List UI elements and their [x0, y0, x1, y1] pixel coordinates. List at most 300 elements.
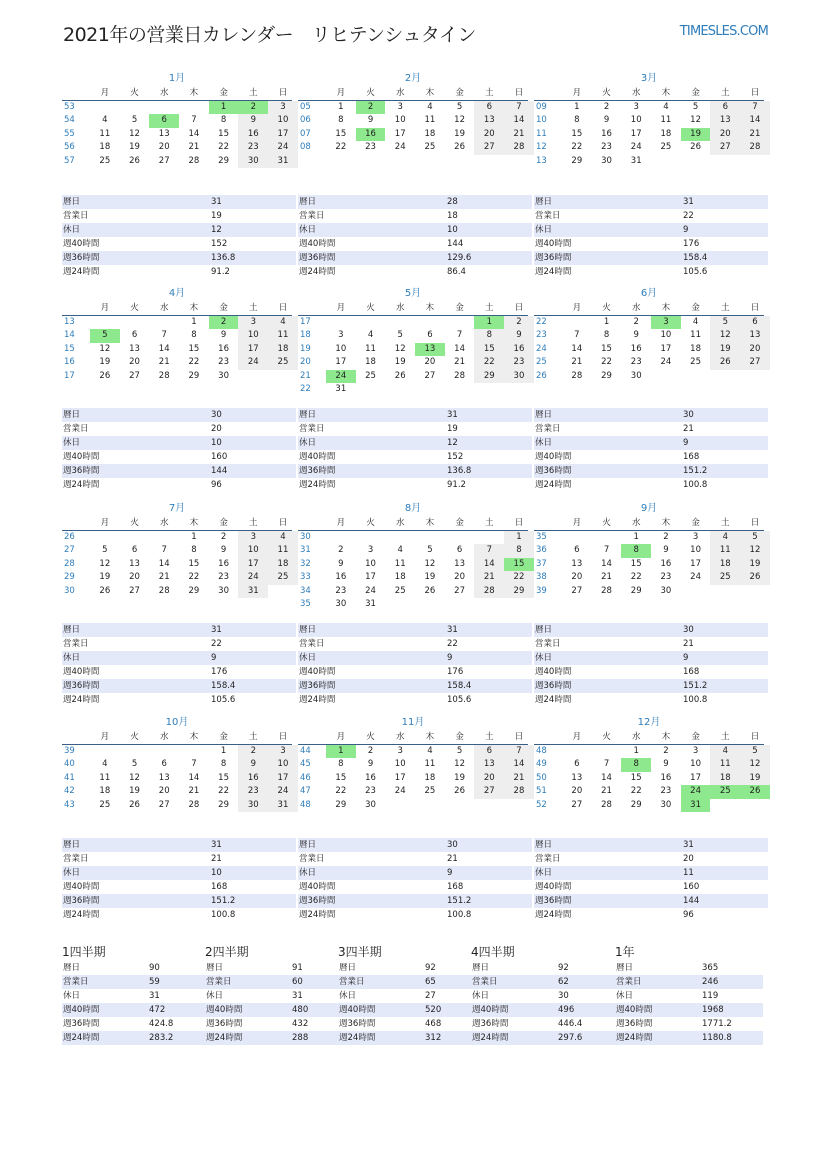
day-cell[interactable]: 12 [129, 772, 140, 783]
day-cell[interactable]: 9 [338, 558, 344, 569]
day-cell[interactable]: 30 [630, 370, 642, 381]
day-cell[interactable]: 4 [427, 102, 433, 112]
day-cell[interactable]: 6 [474, 745, 504, 758]
day-cell[interactable]: 6 [161, 759, 167, 770]
day-cell[interactable]: 12 [99, 558, 111, 569]
day-cell[interactable]: 30 [335, 598, 347, 609]
day-cell[interactable]: 29 [218, 799, 229, 810]
day-cell[interactable]: 1 [326, 745, 356, 758]
day-cell[interactable]: 25 [424, 142, 436, 153]
day-cell[interactable]: 26 [454, 786, 465, 797]
day-cell[interactable]: 23 [238, 141, 268, 154]
day-cell[interactable]: 5 [131, 115, 138, 126]
day-cell[interactable]: 26 [129, 155, 140, 166]
day-cell[interactable]: 15 [630, 772, 642, 783]
day-cell[interactable]: 2 [367, 746, 374, 756]
brand-logo[interactable]: TIMESLES.COM [679, 24, 768, 39]
day-cell[interactable]: 7 [504, 101, 534, 114]
day-cell[interactable]: 6 [131, 330, 138, 341]
day-cell[interactable]: 17 [268, 128, 298, 141]
day-cell[interactable]: 3 [633, 102, 639, 112]
day-cell[interactable]: 23 [238, 785, 268, 798]
day-cell[interactable]: 6 [574, 759, 580, 770]
day-cell[interactable]: 10 [394, 759, 406, 770]
day-cell[interactable]: 18 [365, 357, 376, 368]
day-cell[interactable]: 10 [394, 115, 406, 126]
day-cell[interactable]: 28 [188, 799, 200, 810]
day-cell[interactable]: 7 [474, 544, 504, 557]
day-cell[interactable]: 6 [427, 330, 433, 341]
day-cell[interactable]: 10 [660, 330, 672, 341]
day-cell[interactable]: 30 [660, 585, 672, 596]
day-cell[interactable]: 4 [102, 115, 108, 126]
month-name[interactable]: 2月 [404, 73, 422, 84]
day-cell[interactable]: 14 [188, 772, 200, 783]
day-cell[interactable]: 26 [454, 142, 465, 153]
day-cell[interactable]: 9 [238, 758, 268, 771]
day-cell[interactable]: 4 [397, 545, 403, 556]
day-cell[interactable]: 15 [474, 343, 504, 356]
month-name[interactable]: 5月 [404, 288, 422, 299]
day-cell[interactable]: 19 [129, 142, 140, 153]
day-cell[interactable]: 21 [504, 128, 534, 141]
day-cell[interactable]: 18 [710, 558, 740, 571]
day-cell[interactable]: 6 [474, 101, 504, 114]
day-cell[interactable]: 21 [158, 357, 170, 368]
day-cell[interactable]: 14 [504, 114, 534, 127]
day-cell[interactable]: 17 [335, 357, 347, 368]
day-cell[interactable]: 28 [158, 370, 170, 381]
day-cell[interactable]: 13 [474, 114, 504, 127]
day-cell[interactable]: 12 [454, 115, 465, 126]
day-cell[interactable]: 12 [740, 758, 770, 771]
day-cell[interactable]: 13 [158, 128, 170, 139]
day-cell[interactable]: 17 [630, 128, 642, 139]
day-cell[interactable]: 19 [99, 572, 111, 583]
day-cell[interactable]: 27 [474, 785, 504, 798]
day-cell[interactable]: 11 [268, 544, 298, 557]
day-cell[interactable]: 2 [603, 102, 610, 112]
day-cell[interactable]: 13 [710, 114, 740, 127]
day-cell[interactable]: 3 [338, 330, 344, 341]
day-cell[interactable]: 9 [220, 545, 227, 556]
day-cell[interactable]: 19 [710, 343, 740, 356]
day-cell[interactable]: 20 [571, 786, 583, 797]
day-cell[interactable]: 23 [365, 142, 376, 153]
day-cell[interactable]: 5 [90, 329, 120, 342]
day-cell[interactable]: 19 [394, 357, 406, 368]
day-cell[interactable]: 8 [574, 115, 580, 126]
day-cell[interactable]: 10 [690, 759, 701, 770]
day-cell[interactable]: 30 [218, 585, 229, 596]
month-name[interactable]: 6月 [640, 288, 658, 299]
day-cell[interactable]: 20 [424, 357, 436, 368]
day-cell[interactable]: 12 [129, 128, 140, 139]
day-cell[interactable]: 11 [424, 759, 436, 770]
day-cell[interactable]: 10 [365, 558, 376, 569]
day-cell[interactable]: 2 [356, 101, 386, 114]
day-cell[interactable]: 3 [692, 532, 699, 542]
day-cell[interactable]: 20 [740, 343, 770, 356]
day-cell[interactable]: 24 [365, 585, 376, 596]
day-cell[interactable]: 9 [603, 115, 610, 126]
day-cell[interactable]: 30 [238, 155, 268, 168]
day-cell[interactable]: 5 [102, 545, 108, 556]
day-cell[interactable]: 22 [188, 357, 200, 368]
day-cell[interactable]: 13 [129, 343, 140, 354]
day-cell[interactable]: 2 [663, 746, 669, 756]
day-cell[interactable]: 12 [690, 115, 701, 126]
day-cell[interactable]: 23 [630, 357, 642, 368]
day-cell[interactable]: 23 [660, 786, 672, 797]
day-cell[interactable]: 22 [188, 572, 200, 583]
day-cell[interactable]: 31 [681, 799, 711, 812]
day-cell[interactable]: 5 [740, 531, 770, 544]
day-cell[interactable]: 8 [603, 330, 610, 341]
month-name[interactable]: 8月 [404, 503, 422, 514]
day-cell[interactable]: 21 [474, 571, 504, 584]
day-cell[interactable]: 30 [601, 155, 612, 166]
day-cell[interactable]: 7 [574, 330, 580, 341]
month-name[interactable]: 9月 [640, 503, 658, 514]
day-cell[interactable]: 17 [268, 772, 298, 785]
day-cell[interactable]: 9 [367, 115, 374, 126]
day-cell[interactable]: 5 [710, 316, 740, 329]
day-cell[interactable]: 29 [601, 370, 612, 381]
day-cell[interactable]: 6 [710, 101, 740, 114]
day-cell[interactable]: 16 [335, 572, 347, 583]
day-cell[interactable]: 4 [367, 330, 374, 341]
day-cell[interactable]: 9 [367, 759, 374, 770]
day-cell[interactable]: 12 [740, 544, 770, 557]
day-cell[interactable]: 12 [394, 343, 406, 354]
day-cell[interactable]: 2 [504, 316, 534, 329]
day-cell[interactable]: 15 [571, 128, 583, 139]
day-cell[interactable]: 6 [131, 545, 138, 556]
day-cell[interactable]: 16 [630, 343, 642, 354]
day-cell[interactable]: 10 [690, 545, 701, 556]
day-cell[interactable]: 22 [335, 142, 347, 153]
day-cell[interactable]: 8 [621, 758, 651, 771]
day-cell[interactable]: 25 [394, 585, 406, 596]
day-cell[interactable]: 16 [660, 558, 672, 569]
day-cell[interactable]: 18 [710, 772, 740, 785]
day-cell[interactable]: 7 [740, 101, 770, 114]
day-cell[interactable]: 5 [692, 102, 699, 112]
day-cell[interactable]: 3 [238, 316, 268, 329]
day-cell[interactable]: 8 [474, 329, 504, 342]
day-cell[interactable]: 22 [630, 572, 642, 583]
day-cell[interactable]: 13 [740, 329, 770, 342]
day-cell[interactable]: 17 [394, 772, 406, 783]
day-cell[interactable]: 26 [740, 571, 770, 584]
day-cell[interactable]: 8 [220, 115, 227, 126]
day-cell[interactable]: 20 [158, 142, 170, 153]
day-cell[interactable]: 27 [424, 370, 436, 381]
day-cell[interactable]: 14 [158, 558, 170, 569]
day-cell[interactable]: 19 [454, 128, 465, 139]
day-cell[interactable]: 16 [238, 772, 268, 785]
day-cell[interactable]: 31 [268, 799, 298, 812]
day-cell[interactable]: 17 [238, 343, 268, 356]
day-cell[interactable]: 29 [630, 799, 642, 810]
day-cell[interactable]: 8 [191, 330, 197, 341]
day-cell[interactable]: 27 [158, 155, 170, 166]
day-cell[interactable]: 14 [740, 114, 770, 127]
day-cell[interactable]: 22 [601, 357, 612, 368]
day-cell[interactable]: 29 [188, 370, 200, 381]
day-cell[interactable]: 21 [188, 142, 200, 153]
day-cell[interactable]: 28 [474, 585, 504, 598]
day-cell[interactable]: 26 [710, 356, 740, 369]
day-cell[interactable]: 15 [335, 772, 347, 783]
day-cell[interactable]: 20 [454, 572, 465, 583]
day-cell[interactable]: 11 [365, 343, 376, 354]
day-cell[interactable]: 8 [191, 545, 197, 556]
day-cell[interactable]: 17 [660, 343, 672, 354]
day-cell[interactable]: 15 [601, 343, 612, 354]
day-cell[interactable]: 28 [158, 585, 170, 596]
day-cell[interactable]: 24 [238, 571, 268, 584]
day-cell[interactable]: 21 [571, 357, 583, 368]
day-cell[interactable]: 29 [571, 155, 583, 166]
day-cell[interactable]: 4 [268, 531, 298, 544]
day-cell[interactable]: 6 [456, 545, 463, 556]
day-cell[interactable]: 23 [365, 786, 376, 797]
day-cell[interactable]: 10 [238, 544, 268, 557]
day-cell[interactable]: 26 [99, 370, 111, 381]
day-cell[interactable]: 3 [651, 316, 681, 329]
day-cell[interactable]: 26 [99, 585, 111, 596]
day-cell[interactable]: 9 [220, 330, 227, 341]
day-cell[interactable]: 29 [218, 155, 229, 166]
day-cell[interactable]: 4 [663, 102, 669, 112]
day-cell[interactable]: 22 [218, 786, 229, 797]
day-cell[interactable]: 10 [268, 114, 298, 127]
day-cell[interactable]: 3 [367, 545, 374, 556]
day-cell[interactable]: 30 [660, 799, 672, 810]
day-cell[interactable]: 16 [218, 343, 229, 354]
day-cell[interactable]: 27 [158, 799, 170, 810]
day-cell[interactable]: 7 [191, 115, 197, 126]
day-cell[interactable]: 24 [681, 785, 711, 798]
day-cell[interactable]: 7 [603, 759, 610, 770]
day-cell[interactable]: 8 [338, 759, 344, 770]
day-cell[interactable]: 3 [397, 102, 403, 112]
day-cell[interactable]: 4 [710, 531, 740, 544]
day-cell[interactable]: 30 [238, 799, 268, 812]
day-cell[interactable]: 11 [660, 115, 672, 126]
day-cell[interactable]: 10 [335, 343, 347, 354]
day-cell[interactable]: 21 [504, 772, 534, 785]
day-cell[interactable]: 30 [365, 799, 376, 810]
day-cell[interactable]: 21 [188, 786, 200, 797]
day-cell[interactable]: 23 [504, 356, 534, 369]
day-cell[interactable]: 5 [397, 330, 403, 341]
day-cell[interactable]: 11 [99, 772, 111, 783]
day-cell[interactable]: 3 [692, 746, 699, 756]
day-cell[interactable]: 11 [424, 115, 436, 126]
month-name[interactable]: 10月 [165, 717, 189, 728]
day-cell[interactable]: 29 [630, 585, 642, 596]
day-cell[interactable]: 19 [454, 772, 465, 783]
day-cell[interactable]: 24 [268, 141, 298, 154]
day-cell[interactable]: 2 [663, 532, 669, 542]
day-cell[interactable]: 13 [415, 343, 445, 356]
day-cell[interactable]: 28 [504, 785, 534, 798]
day-cell[interactable]: 26 [740, 785, 770, 798]
day-cell[interactable]: 7 [504, 745, 534, 758]
day-cell[interactable]: 23 [601, 142, 612, 153]
day-cell[interactable]: 9 [633, 330, 639, 341]
day-cell[interactable]: 29 [188, 585, 200, 596]
day-cell[interactable]: 19 [129, 786, 140, 797]
day-cell[interactable]: 22 [218, 142, 229, 153]
day-cell[interactable]: 11 [710, 544, 740, 557]
day-cell[interactable]: 30 [504, 370, 534, 383]
day-cell[interactable]: 7 [161, 545, 167, 556]
day-cell[interactable]: 28 [454, 370, 465, 381]
month-name[interactable]: 4月 [168, 288, 186, 299]
day-cell[interactable]: 4 [268, 316, 298, 329]
day-cell[interactable]: 18 [268, 343, 298, 356]
day-cell[interactable]: 14 [601, 558, 612, 569]
day-cell[interactable]: 17 [365, 572, 376, 583]
month-name[interactable]: 3月 [640, 73, 658, 84]
day-cell[interactable]: 18 [424, 772, 436, 783]
day-cell[interactable]: 11 [268, 329, 298, 342]
day-cell[interactable]: 17 [394, 128, 406, 139]
day-cell[interactable]: 1 [603, 317, 610, 327]
day-cell[interactable]: 10 [238, 329, 268, 342]
day-cell[interactable]: 2 [209, 316, 239, 329]
day-cell[interactable]: 24 [394, 142, 406, 153]
day-cell[interactable]: 7 [191, 759, 197, 770]
day-cell[interactable]: 15 [188, 343, 200, 354]
day-cell[interactable]: 3 [238, 531, 268, 544]
day-cell[interactable]: 31 [268, 155, 298, 168]
day-cell[interactable]: 1 [191, 317, 197, 327]
day-cell[interactable]: 14 [454, 343, 465, 354]
day-cell[interactable]: 6 [574, 545, 580, 556]
day-cell[interactable]: 1 [338, 102, 344, 112]
day-cell[interactable]: 5 [131, 759, 138, 770]
day-cell[interactable]: 17 [238, 558, 268, 571]
day-cell[interactable]: 28 [601, 799, 612, 810]
day-cell[interactable]: 11 [99, 128, 111, 139]
day-cell[interactable]: 18 [424, 128, 436, 139]
day-cell[interactable]: 26 [129, 799, 140, 810]
day-cell[interactable]: 7 [161, 330, 167, 341]
day-cell[interactable]: 5 [427, 545, 433, 556]
day-cell[interactable]: 26 [690, 142, 701, 153]
day-cell[interactable]: 28 [504, 141, 534, 154]
day-cell[interactable]: 27 [454, 585, 465, 596]
day-cell[interactable]: 3 [397, 746, 403, 756]
day-cell[interactable]: 27 [740, 356, 770, 369]
day-cell[interactable]: 15 [504, 558, 534, 571]
day-cell[interactable]: 27 [129, 585, 140, 596]
day-cell[interactable]: 22 [630, 786, 642, 797]
day-cell[interactable]: 13 [158, 772, 170, 783]
day-cell[interactable]: 21 [601, 572, 612, 583]
day-cell[interactable]: 1 [574, 102, 580, 112]
day-cell[interactable]: 25 [690, 357, 701, 368]
day-cell[interactable]: 18 [394, 572, 406, 583]
day-cell[interactable]: 21 [601, 786, 612, 797]
day-cell[interactable]: 2 [238, 745, 268, 758]
day-cell[interactable]: 8 [504, 544, 534, 557]
day-cell[interactable]: 1 [209, 101, 239, 114]
day-cell[interactable]: 18 [99, 142, 111, 153]
day-cell[interactable]: 27 [571, 799, 583, 810]
day-cell[interactable]: 2 [633, 317, 639, 327]
day-cell[interactable]: 14 [571, 343, 583, 354]
day-cell[interactable]: 4 [710, 745, 740, 758]
day-cell[interactable]: 24 [660, 357, 672, 368]
day-cell[interactable]: 25 [365, 370, 376, 381]
day-cell[interactable]: 21 [158, 572, 170, 583]
day-cell[interactable]: 6 [740, 316, 770, 329]
day-cell[interactable]: 18 [99, 786, 111, 797]
day-cell[interactable]: 22 [504, 571, 534, 584]
day-cell[interactable]: 9 [238, 114, 268, 127]
day-cell[interactable]: 25 [99, 155, 111, 166]
day-cell[interactable]: 31 [238, 585, 268, 598]
day-cell[interactable]: 7 [603, 545, 610, 556]
day-cell[interactable]: 25 [710, 571, 740, 584]
day-cell[interactable]: 10 [268, 758, 298, 771]
day-cell[interactable]: 11 [710, 758, 740, 771]
day-cell[interactable]: 5 [740, 745, 770, 758]
day-cell[interactable]: 14 [188, 128, 200, 139]
day-cell[interactable]: 7 [456, 330, 463, 341]
day-cell[interactable]: 14 [504, 758, 534, 771]
day-cell[interactable]: 3 [268, 101, 298, 114]
day-cell[interactable]: 11 [394, 558, 406, 569]
day-cell[interactable]: 21 [454, 357, 465, 368]
day-cell[interactable]: 12 [99, 343, 111, 354]
day-cell[interactable]: 1 [633, 532, 639, 542]
day-cell[interactable]: 28 [601, 585, 612, 596]
day-cell[interactable]: 5 [456, 102, 463, 112]
day-cell[interactable]: 15 [335, 128, 347, 139]
day-cell[interactable]: 16 [504, 343, 534, 356]
day-cell[interactable]: 4 [102, 759, 108, 770]
month-name[interactable]: 11月 [401, 717, 425, 728]
day-cell[interactable]: 10 [630, 115, 642, 126]
day-cell[interactable]: 20 [571, 572, 583, 583]
day-cell[interactable]: 25 [424, 786, 436, 797]
day-cell[interactable]: 13 [454, 558, 465, 569]
day-cell[interactable]: 29 [474, 370, 504, 383]
day-cell[interactable]: 12 [424, 558, 436, 569]
day-cell[interactable]: 27 [571, 585, 583, 596]
day-cell[interactable]: 4 [427, 746, 433, 756]
day-cell[interactable]: 24 [326, 370, 356, 383]
day-cell[interactable]: 15 [630, 558, 642, 569]
day-cell[interactable]: 1 [504, 531, 534, 544]
day-cell[interactable]: 25 [268, 571, 298, 584]
day-cell[interactable]: 13 [474, 758, 504, 771]
day-cell[interactable]: 23 [335, 585, 347, 596]
day-cell[interactable]: 19 [681, 128, 711, 141]
day-cell[interactable]: 11 [690, 330, 701, 341]
day-cell[interactable]: 6 [149, 114, 179, 127]
day-cell[interactable]: 1 [474, 316, 504, 329]
day-cell[interactable]: 26 [424, 585, 436, 596]
day-cell[interactable]: 22 [571, 142, 583, 153]
